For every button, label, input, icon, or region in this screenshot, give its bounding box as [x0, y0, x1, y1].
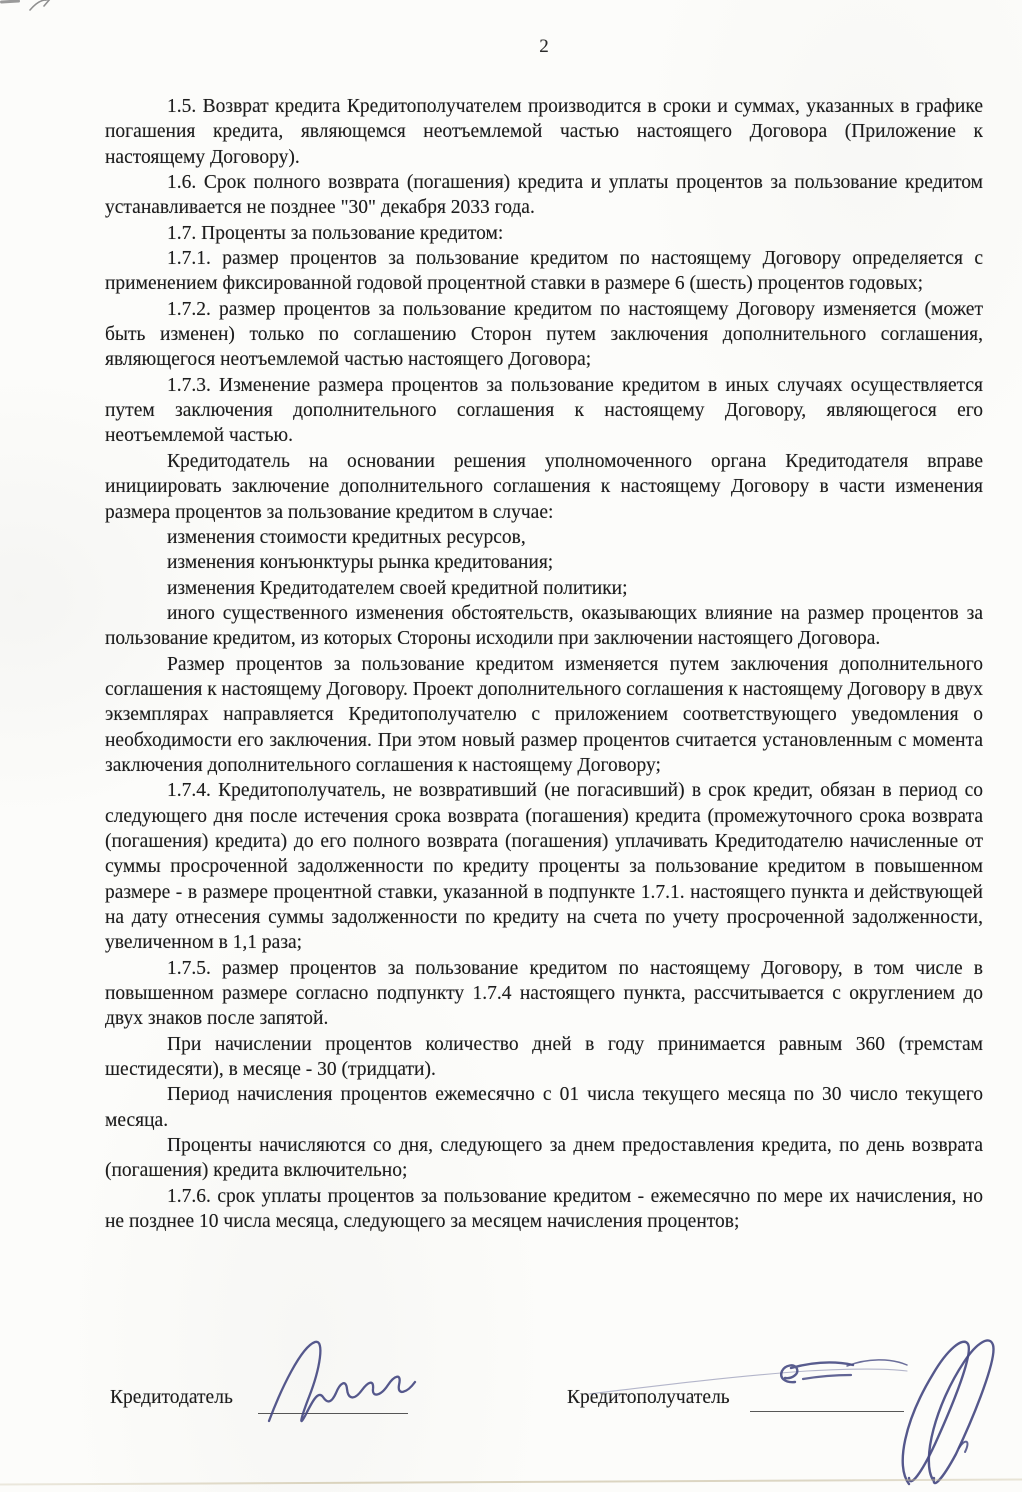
- clause-1-6: 1.6. Срок полного возврата (погашения) кредита и уплаты процентов за пользование кредитом устанавливается не позднее "30" декабря 2033 года.: [105, 172, 983, 219]
- list-item-material-change: иного существенного изменения обстоятельств, оказывающих влияние на размер процентов за пользование кредитом, из которых Стороны исходили при заключении настоящего Договора.: [105, 602, 983, 650]
- para-amendment-procedure: Размер процентов за пользование кредитом изменяется путем заключения дополнительного соглашения к настоящему Договору. Проект дополнительного соглашения к настоящему Договору в двух экземплярах направляется Кредитополучателю с приложением соответствующего уведомления о необходимости его заключения. При этом новый размер процентов считается установленным с момента заключения дополнительного соглашения к настоящему Договору;: [105, 653, 983, 776]
- contract-text: [105, 94, 983, 1234]
- page-number: 2: [539, 36, 549, 57]
- clause-1-7-2: 1.7.2. размер процентов за пользование кредитом по настоящему Договору изменяется (может быть изменен) только по соглашению Сторон путем заключения дополнительного соглашения, являющегося неотъемлемой частью настоящего Договора;: [105, 298, 983, 371]
- clause-1-7-6: 1.7.6. срок уплаты процентов за пользование кредитом - ежемесячно по мере их начисления, но не позднее 10 числа месяца, следующего за месяцем начисления процентов;: [105, 1185, 983, 1233]
- scan-artifact: [0, 0, 20, 4]
- clause-1-7-5: 1.7.5. размер процентов за пользование кредитом по настоящему Договору, в том числе в повышенном размере согласно подпункту 1.7.4 настоящего пункта, рассчитывается с округлением до двух знаков после запятой.: [105, 957, 983, 1030]
- list-item-credit-policy: изменения Кредитодателем своей кредитной политики;: [167, 577, 628, 599]
- lender-label: Кредитодатель: [110, 1387, 233, 1408]
- clause-1-5: 1.5. Возврат кредита Кредитополучателем производится в сроки и суммах, указанных в графике погашения кредита, являющемся неотъемлемой частью настоящего Договора (Приложение к настоящему Договору).: [105, 96, 983, 168]
- borrower-signature-ink: [585, 1356, 915, 1404]
- scan-artifact: [28, 0, 54, 12]
- list-item-market-conditions: изменения конъюнктуры рынка кредитования;: [167, 552, 554, 574]
- list-item-credit-resources: изменения стоимости кредитных ресурсов,: [167, 526, 526, 548]
- para-lender-initiative: Кредитодатель на основании решения уполномоченного органа Кредитодателя вправе инициировать заключение дополнительного соглашения к настоящему Договору в части изменения размера процентов за пользование кредитом в случае:: [105, 450, 983, 523]
- clause-1-7-4: 1.7.4. Кредитополучатель, не возвративший (не погасивший) в срок кредит, обязан в период со следующего дня после истечения срока возврата (погашения) кредита (промежуточного срока возврата (погашения) кредита) до его полного возврата (погашения) уплачивать Кредитодателю начисленные от суммы просроченной задолженности по кредиту проценты за пользование кредитом в повышенном размере - в размере процентной ставки, указанной в подпункте 1.7.1. настоящего пункта и действующей на дату отнесения суммы задолженности по кредиту на счета по учету просроченной задолженности, увеличенном в 1,1 раза;: [105, 780, 983, 954]
- clause-1-7-1: 1.7.1. размер процентов за пользование кредитом по настоящему Договору определяется с применением фиксированной годовой процентной ставки в размере 6 (шесть) процентов годовых;: [105, 248, 983, 295]
- scan-edge-line: [0, 1479, 1022, 1486]
- borrower-label: Кредитополучатель: [567, 1387, 730, 1408]
- clause-1-7-3: 1.7.3. Изменение размера процентов за пользование кредитом в иных случаях осуществляется путем заключения дополнительного соглашения к настоящему Договору, являющегося его неотъемлемой частью.: [105, 374, 983, 447]
- clause-1-7: 1.7. Проценты за пользование кредитом:: [167, 222, 504, 244]
- para-accrual-period: Период начисления процентов ежемесячно с 01 числа текущего месяца по 30 число текущего месяца.: [105, 1084, 983, 1131]
- corner-signature-ink: [875, 1328, 1022, 1490]
- lender-signature-ink: [255, 1335, 425, 1435]
- para-accrual-days: Проценты начисляются со дня, следующего за днем предоставления кредита, по день возврата (погашения) кредита включительно;: [105, 1135, 983, 1182]
- para-day-count-convention: При начислении процентов количество дней в году принимается равным 360 (тремстам шестидесяти), в месяце - 30 (тридцати).: [105, 1033, 983, 1081]
